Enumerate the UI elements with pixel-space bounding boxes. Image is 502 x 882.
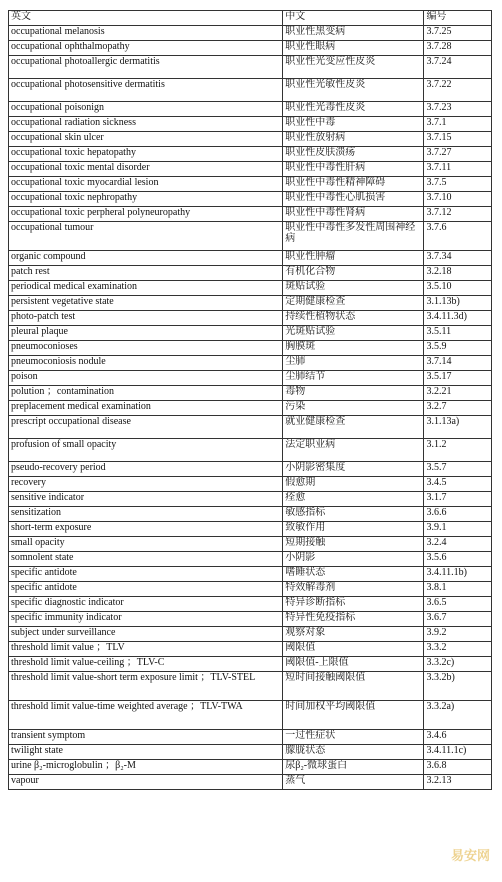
term-english: prescript occupational disease [9, 416, 283, 439]
term-english: small opacity [9, 537, 283, 552]
term-number: 3.5.7 [424, 462, 492, 477]
term-number: 3.3.2 [424, 642, 492, 657]
term-english: specific immunity indicator [9, 612, 283, 627]
term-number: 3.7.27 [424, 147, 492, 162]
term-english: patch rest [9, 266, 283, 281]
term-chinese: 尿β₂-微球蛋白 [283, 760, 424, 775]
term-english: occupational toxic perpheral polyneuropathy [9, 207, 283, 222]
term-english: occupational toxic nephropathy [9, 192, 283, 207]
table-row [9, 192, 492, 207]
term-number: 3.7.34 [424, 251, 492, 266]
table-row [9, 701, 492, 730]
table-row [9, 401, 492, 416]
term-number: 3.7.15 [424, 132, 492, 147]
table-row [9, 492, 492, 507]
table-row [9, 207, 492, 222]
term-number: 3.7.23 [424, 102, 492, 117]
table-row [9, 177, 492, 192]
table-row [9, 386, 492, 401]
term-chinese: 职业性中毒性肾病 [283, 207, 424, 222]
table-row [9, 462, 492, 477]
table-row [9, 657, 492, 672]
term-chinese: 职业性中毒性精神障碍 [283, 177, 424, 192]
term-number: 3.2.13 [424, 775, 492, 790]
term-number: 3.6.5 [424, 597, 492, 612]
term-english: threshold limit value-ceiling ；TLV-C [9, 657, 283, 672]
table-row [9, 775, 492, 790]
term-number: 3.3.2c) [424, 657, 492, 672]
term-chinese: 短期接触 [283, 537, 424, 552]
term-english: recovery [9, 477, 283, 492]
table-row [9, 522, 492, 537]
table-row [9, 26, 492, 41]
term-chinese: 敏感指标 [283, 507, 424, 522]
term-number: 3.1.13b) [424, 296, 492, 311]
term-english: specific diagnostic indicator [9, 597, 283, 612]
term-english: transient symptom [9, 730, 283, 745]
term-number: 3.5.10 [424, 281, 492, 296]
term-chinese: 观察对象 [283, 627, 424, 642]
header-row [9, 11, 492, 26]
table-row [9, 222, 492, 251]
term-chinese: 职业性黑变病 [283, 26, 424, 41]
term-number: 3.5.17 [424, 371, 492, 386]
term-chinese: 特异性免疫指标 [283, 612, 424, 627]
table-row [9, 102, 492, 117]
term-number: 3.6.6 [424, 507, 492, 522]
term-chinese: 职业性光变应性皮炎 [283, 56, 424, 79]
term-number: 3.3.2a) [424, 701, 492, 730]
term-english: occupational radiation sickness [9, 117, 283, 132]
term-english: polution ；contamination [9, 386, 283, 401]
table-row [9, 341, 492, 356]
term-number: 3.5.9 [424, 341, 492, 356]
term-english: occupational toxic mental disorder [9, 162, 283, 177]
term-chinese: 痊愈 [283, 492, 424, 507]
table-row [9, 117, 492, 132]
term-english: threshold limit value ；TLV [9, 642, 283, 657]
term-chinese: 光斑贴试验 [283, 326, 424, 341]
table-row [9, 672, 492, 701]
term-english: short-term exposure [9, 522, 283, 537]
term-chinese: 小阴影密集度 [283, 462, 424, 477]
term-number: 3.2.21 [424, 386, 492, 401]
table-row [9, 477, 492, 492]
table-row [9, 627, 492, 642]
term-english: pleural plaque [9, 326, 283, 341]
term-number: 3.4.11.3d) [424, 311, 492, 326]
term-chinese: 职业性中毒性心肌损害 [283, 192, 424, 207]
term-chinese: 尘肺结节 [283, 371, 424, 386]
term-chinese: 特效解毒剂 [283, 582, 424, 597]
term-english: threshold limit value-time weighted average ；TLV-TWA [9, 701, 283, 730]
term-number: 3.7.6 [424, 222, 492, 251]
term-chinese: 有机化合物 [283, 266, 424, 281]
table-row [9, 730, 492, 745]
term-english: occupational poisonign [9, 102, 283, 117]
table-row [9, 439, 492, 462]
term-english: pneumoconiosis nodule [9, 356, 283, 371]
term-chinese: 职业性中毒 [283, 117, 424, 132]
term-number: 3.2.7 [424, 401, 492, 416]
table-row [9, 356, 492, 371]
term-number: 3.7.24 [424, 56, 492, 79]
term-english: preplacement medical examination [9, 401, 283, 416]
table-row [9, 251, 492, 266]
term-english: periodical medical examination [9, 281, 283, 296]
term-english: photo-patch test [9, 311, 283, 326]
watermark-logo: 易安网 [450, 849, 490, 864]
table-row [9, 507, 492, 522]
term-number: 3.4.6 [424, 730, 492, 745]
glossary-body [9, 11, 492, 790]
term-number: 3.7.11 [424, 162, 492, 177]
term-chinese: 致敏作用 [283, 522, 424, 537]
term-english: occupational ophthalmopathy [9, 41, 283, 56]
term-number: 3.2.18 [424, 266, 492, 281]
term-number: 3.4.5 [424, 477, 492, 492]
table-row [9, 296, 492, 311]
term-english: organic compound [9, 251, 283, 266]
term-chinese: 就业健康检查 [283, 416, 424, 439]
term-number: 3.3.2b) [424, 672, 492, 701]
table-row [9, 760, 492, 775]
table-row [9, 56, 492, 79]
term-chinese: 职业性肿瘤 [283, 251, 424, 266]
table-row [9, 597, 492, 612]
table-row [9, 147, 492, 162]
term-chinese: 蒸气 [283, 775, 424, 790]
term-chinese: 职业性放射病 [283, 132, 424, 147]
term-chinese: 法定职业病 [283, 439, 424, 462]
table-row [9, 371, 492, 386]
term-english: occupational photosensitive dermatitis [9, 79, 283, 102]
term-chinese: 一过性症状 [283, 730, 424, 745]
term-chinese: 时间加权平均阈限值 [283, 701, 424, 730]
term-chinese: 职业性中毒性肝病 [283, 162, 424, 177]
term-english: poison [9, 371, 283, 386]
table-row [9, 582, 492, 597]
term-chinese: 阈限值 [283, 642, 424, 657]
table-row [9, 567, 492, 582]
term-chinese: 职业性中毒性多发性周围神经病 [283, 222, 424, 251]
term-chinese: 持续性植物状态 [283, 311, 424, 326]
table-row [9, 642, 492, 657]
term-number: 3.4.11.1c) [424, 745, 492, 760]
term-chinese: 职业性光毒性皮炎 [283, 102, 424, 117]
term-english: sensitization [9, 507, 283, 522]
header-chinese: 中文 [283, 11, 424, 26]
term-number: 3.8.1 [424, 582, 492, 597]
term-chinese: 毒物 [283, 386, 424, 401]
term-number: 3.7.22 [424, 79, 492, 102]
term-number: 3.6.7 [424, 612, 492, 627]
term-chinese: 定期健康检查 [283, 296, 424, 311]
term-english: occupational skin ulcer [9, 132, 283, 147]
glossary-table [8, 10, 492, 790]
term-chinese: 斑贴试验 [283, 281, 424, 296]
term-english: occupational toxic myocardial lesion [9, 177, 283, 192]
term-english: sensitive indicator [9, 492, 283, 507]
term-number: 3.4.11.1b) [424, 567, 492, 582]
table-row [9, 162, 492, 177]
term-english: urine β₂-microglobulin ；β₂-M [9, 760, 283, 775]
term-english: threshold limit value-short term exposure limit ；TLV-STEL [9, 672, 283, 701]
term-chinese: 特异诊断指标 [283, 597, 424, 612]
term-chinese: 尘肺 [283, 356, 424, 371]
table-row [9, 326, 492, 341]
term-chinese: 阈限值-上限值 [283, 657, 424, 672]
term-number: 3.7.1 [424, 117, 492, 132]
term-english: somnolent state [9, 552, 283, 567]
term-number: 3.6.8 [424, 760, 492, 775]
term-chinese: 职业性光敏性皮炎 [283, 79, 424, 102]
term-chinese: 小阴影 [283, 552, 424, 567]
term-number: 3.7.28 [424, 41, 492, 56]
term-number: 3.2.4 [424, 537, 492, 552]
term-english: occupational tumour [9, 222, 283, 251]
table-row [9, 79, 492, 102]
term-number: 3.1.2 [424, 439, 492, 462]
term-chinese: 假愈期 [283, 477, 424, 492]
table-row [9, 132, 492, 147]
term-english: subject under surveillance [9, 627, 283, 642]
term-english: vapour [9, 775, 283, 790]
term-english: specific antidote [9, 582, 283, 597]
table-row [9, 416, 492, 439]
term-number: 3.7.12 [424, 207, 492, 222]
term-number: 3.7.5 [424, 177, 492, 192]
header-number: 编号 [424, 11, 492, 26]
term-number: 3.5.11 [424, 326, 492, 341]
table-row [9, 612, 492, 627]
term-chinese: 职业性眼病 [283, 41, 424, 56]
term-chinese: 职业性皮肤溃疡 [283, 147, 424, 162]
term-english: twilight state [9, 745, 283, 760]
header-english: 英文 [9, 11, 283, 26]
term-english: specific antidote [9, 567, 283, 582]
term-english: occupational melanosis [9, 26, 283, 41]
table-row [9, 281, 492, 296]
term-english: persistent vegetative state [9, 296, 283, 311]
term-chinese: 污染 [283, 401, 424, 416]
term-number: 3.7.14 [424, 356, 492, 371]
term-number: 3.9.2 [424, 627, 492, 642]
table-row [9, 745, 492, 760]
term-english: pneumoconioses [9, 341, 283, 356]
term-number: 3.9.1 [424, 522, 492, 537]
term-number: 3.7.10 [424, 192, 492, 207]
term-number: 3.5.6 [424, 552, 492, 567]
term-number: 3.1.7 [424, 492, 492, 507]
term-chinese: 嗜睡状态 [283, 567, 424, 582]
term-number: 3.1.13a) [424, 416, 492, 439]
term-english: pseudo-recovery period [9, 462, 283, 477]
table-row [9, 266, 492, 281]
table-row [9, 311, 492, 326]
term-chinese: 朦胧状态 [283, 745, 424, 760]
table-row [9, 552, 492, 567]
term-english: profusion of small opacity [9, 439, 283, 462]
term-english: occupational toxic hepatopathy [9, 147, 283, 162]
term-chinese: 胸膜斑 [283, 341, 424, 356]
table-row [9, 537, 492, 552]
term-english: occupational photoallergic dermatitis [9, 56, 283, 79]
term-number: 3.7.25 [424, 26, 492, 41]
table-row [9, 41, 492, 56]
term-chinese: 短时间接触阈限值 [283, 672, 424, 701]
